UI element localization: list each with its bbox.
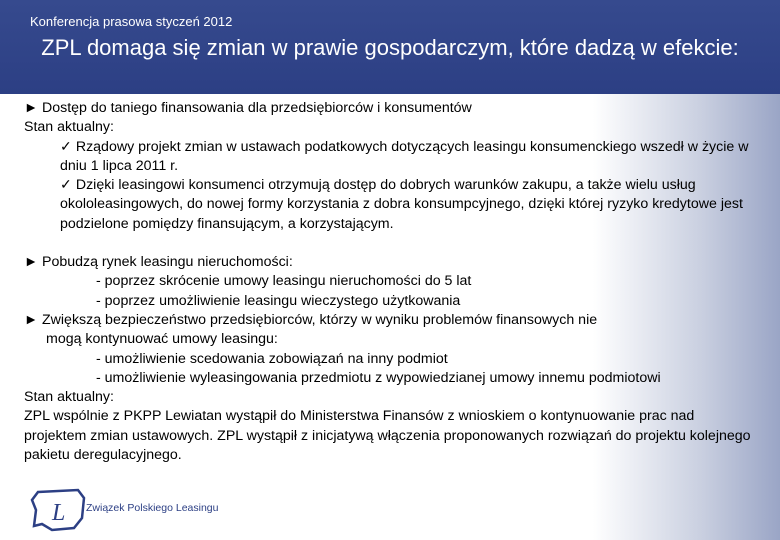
status-label-2: Stan aktualny:: [24, 389, 114, 406]
sub-item-1: - poprzez skrócenie umowy leasingu nieruchomości do 5 lat: [96, 273, 472, 290]
status-label-1: Stan aktualny:: [24, 119, 114, 136]
slide-title: ZPL domaga się zmian w prawie gospodarczym, które dadzą w efekcie:: [41, 35, 739, 60]
bullet-security-cont: mogą kontynuować umowy leasingu:: [46, 331, 278, 348]
check-item-1: ✓ Rządowy projekt zmian w ustawach podatkowych dotyczących leasingu konsumenckiego wszedł w życie w dniu 1 lipca 2011 r.: [60, 138, 749, 174]
spacer: [24, 234, 754, 253]
logo-text: Związek Polskiego Leasingu: [86, 502, 219, 514]
check-item-2: ✓ Dzięki leasingowi konsumenci otrzymują dostęp do dobrych warunków zakupu, a także wielu usług okololeasingowych, do nowej formy korzystania z dobra konsumpcyjnego, dzięki której ryzyko kredytowe jest podzielone pomiędzy finansującym, a korzystającym.: [60, 177, 743, 232]
bullet-financing: ► Dostęp do taniego finansowania dla przedsiębiorców i konsumentów: [24, 100, 472, 116]
sub-item-4: - umożliwienie wyleasingowania przedmiotu z wypowiedzianej umowy innemu podmiotowi: [96, 369, 661, 386]
sub-item-2: - poprzez umożliwienie leasingu wieczystego użytkowania: [96, 292, 461, 309]
slide-header: [0, 0, 780, 94]
slide-subtitle: Konferencja prasowa styczeń 2012: [30, 14, 233, 29]
bullet-real-estate: ► Pobudzą rynek leasingu nieruchomości:: [24, 254, 293, 271]
bullet-security: ► Zwiększą bezpieczeństwo przedsiębiorców, którzy w wyniku problemów finansowych nie: [24, 311, 598, 328]
sub-item-3: - umożliwienie scedowania zobowiązań na inny podmiot: [96, 350, 448, 367]
logo-letter: L: [52, 500, 66, 526]
status-paragraph: ZPL wspólnie z PKPP Lewiatan wystąpił do Ministerstwa Finansów z wnioskiem o kontynuowanie prac nad projektem zmian ustawowych. ZPL wystąpił z inicjatywą włączenia proponowanych rozwiązań do projektu kolejnego pakietu deregulacyjnego.: [24, 408, 751, 464]
slide-content: [24, 99, 754, 465]
